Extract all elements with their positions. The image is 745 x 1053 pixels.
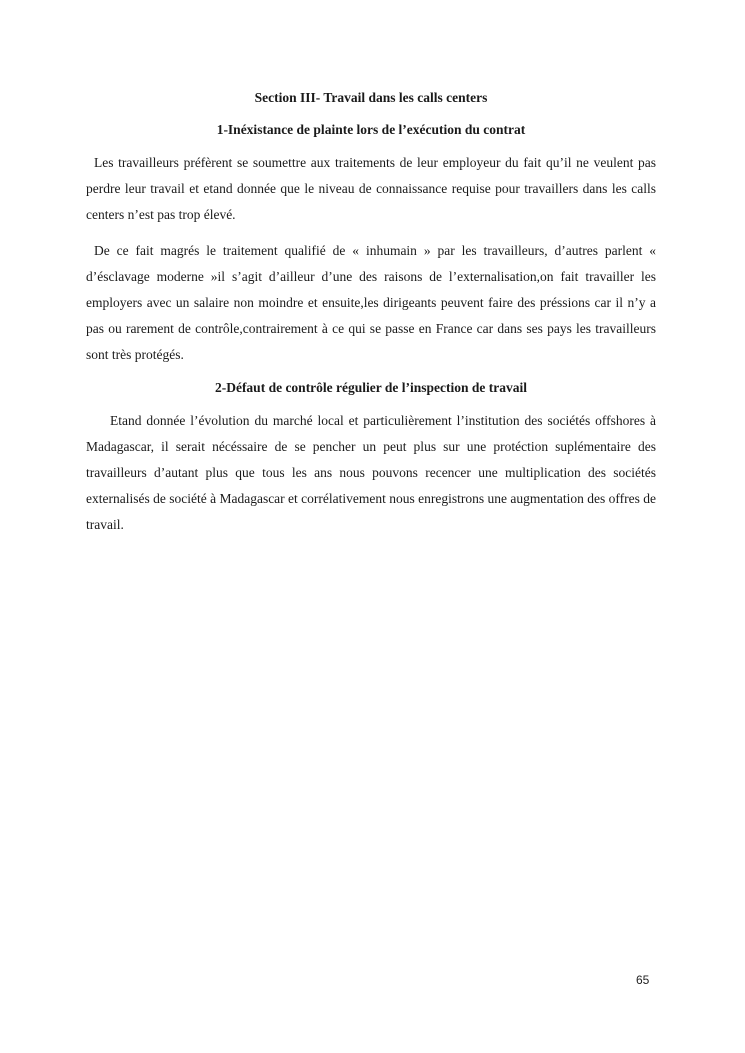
document-page — [86, 88, 656, 548]
subsection-1-paragraph-1: Les travailleurs préfèrent se soumettre aux traitements de leur employeur du fait qu’il ne veulent pas perdre leur travail et etand donnée que le niveau de connaissance requise pour travaillers dans les calls centers n’est pas trop élevé. — [86, 155, 656, 222]
subsection-1-title: 1-Inéxistance de plainte lors de l’exécution du contrat — [216, 122, 526, 137]
subsection-2-title: 2-Défaut de contrôle régulier de l’inspection de travail — [214, 380, 528, 395]
section-title: Section III- Travail dans les calls centers — [254, 90, 488, 105]
subsection-2-paragraph-1: Etand donnée l’évolution du marché local et particulièrement l’institution des sociétés offshores à Madagascar, il serait nécéssaire de se pencher un peut plus sur une protéction suplémentaire des travailleurs d’autant plus que tous les ans nous pouvons recencer une multiplication des sociétés externalisés de société à Madagascar et corrélativement nous enregistrons une augmentation des offres de travail. — [86, 413, 656, 532]
page-number: 65 — [636, 973, 650, 987]
subsection-1-paragraph-2: De ce fait magrés le traitement qualifié de « inhumain » par les travailleurs, d’autres parlent « d’ésclavage moderne »il s’agit d’ailleur d’une des raisons de l’externalisation,on fait travailler les employers avec un salaire non moindre et ensuite,les dirigeants peuvent faire des préssions car il n’y a pas ou rarement de contrôle,contrairement à ce qui se passe en France car dans ses pays les travailleurs sont très protégés. — [86, 243, 656, 362]
